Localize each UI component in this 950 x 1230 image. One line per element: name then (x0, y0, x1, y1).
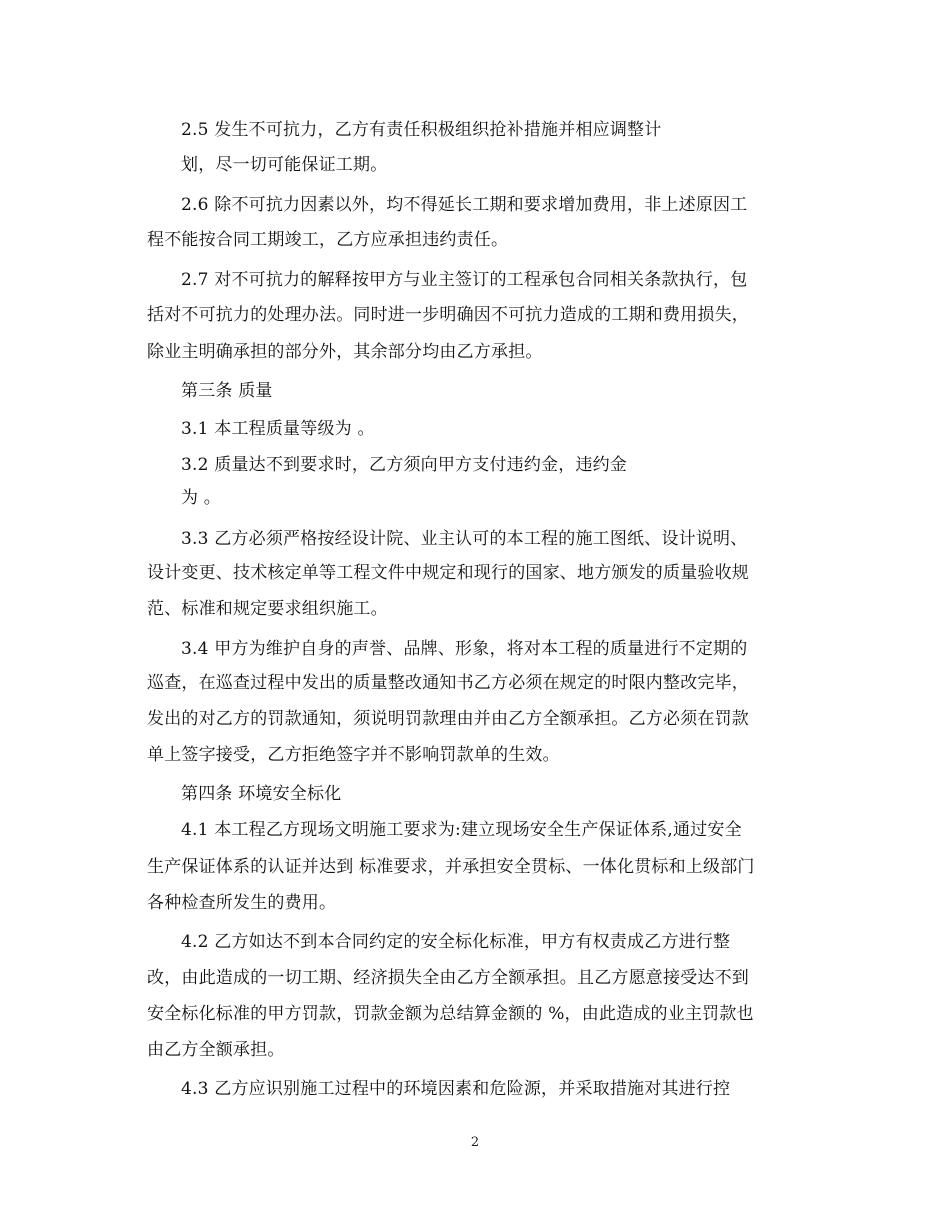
text-line: 单上签字接受，乙方拒绝签字并不影响罚款单的生效。 (147, 745, 560, 765)
text-line: 发出的对乙方的罚款通知，须说明罚款理由并由乙方全额承担。乙方必须在罚款 (147, 709, 749, 729)
text-line: 3.3 乙方必须严格按经设计院、业主认可的本工程的施工图纸、设计说明、 (181, 529, 748, 549)
text-line: 2.7 对不可抗力的解释按甲方与业主签订的工程承包合同相关条款执行，包 (181, 270, 748, 290)
text-line: 4.3 乙方应识别施工过程中的环境因素和危险源，并采取措施对其进行控 (181, 1079, 731, 1099)
text-line: 改，由此造成的一切工期、经济损失全由乙方全额承担。且乙方愿意接受达不到 (147, 968, 749, 988)
text-line: 程不能按合同工期竣工，乙方应承担违约责任。 (147, 230, 509, 250)
text-line: 括对不可抗力的处理办法。同时进一步明确因不可抗力造成的工期和费用损失， (147, 305, 749, 325)
text-line: 设计变更、技术核定单等工程文件中规定和现行的国家、地方颁发的质量验收规 (147, 563, 749, 583)
text-line: 3.2 质量达不到要求时，乙方须向甲方支付违约金，违约金 (181, 455, 628, 475)
section-heading: 第四条 环境安全标化 (181, 784, 342, 804)
text-line: 巡查，在巡查过程中发出的质量整改通知书乙方必须在规定的时限内整改完毕， (147, 673, 749, 693)
text-line: 由乙方全额承担。 (147, 1040, 285, 1060)
text-line: 生产保证体系的认证并达到 标准要求，并承担安全贯标、一体化贯标和上级部门 (147, 857, 755, 877)
section-heading: 第三条 质量 (181, 381, 273, 401)
text-line: 安全标化标准的甲方罚款，罚款金额为总结算金额的 %，由此造成的业主罚款也 (147, 1004, 754, 1024)
text-line: 范、标准和规定要求组织施工。 (147, 599, 388, 619)
text-line: 4.2 乙方如达不到本合同约定的安全标化标准，甲方有权责成乙方进行整 (181, 932, 731, 952)
text-line: 划，尽一切可能保证工期。 (181, 155, 388, 175)
text-line: 4.1 本工程乙方现场文明施工要求为:建立现场安全生产保证体系,通过安全 (181, 820, 742, 840)
text-line: 为 。 (181, 488, 222, 508)
text-line: 各种检查所发生的费用。 (147, 893, 337, 913)
text-line: 2.5 发生不可抗力，乙方有责任积极组织抢补措施并相应调整计 (181, 120, 662, 140)
text-line: 3.1 本工程质量等级为 。 (181, 419, 375, 439)
page-number: 2 (470, 1135, 480, 1150)
text-line: 2.6 除不可抗力因素以外，均不得延长工期和要求增加费用，非上述原因工 (181, 195, 748, 215)
text-line: 除业主明确承担的部分外，其余部分均由乙方承担。 (147, 342, 543, 362)
text-line: 3.4 甲方为维护自身的声誉、品牌、形象，将对本工程的质量进行不定期的 (181, 639, 748, 659)
